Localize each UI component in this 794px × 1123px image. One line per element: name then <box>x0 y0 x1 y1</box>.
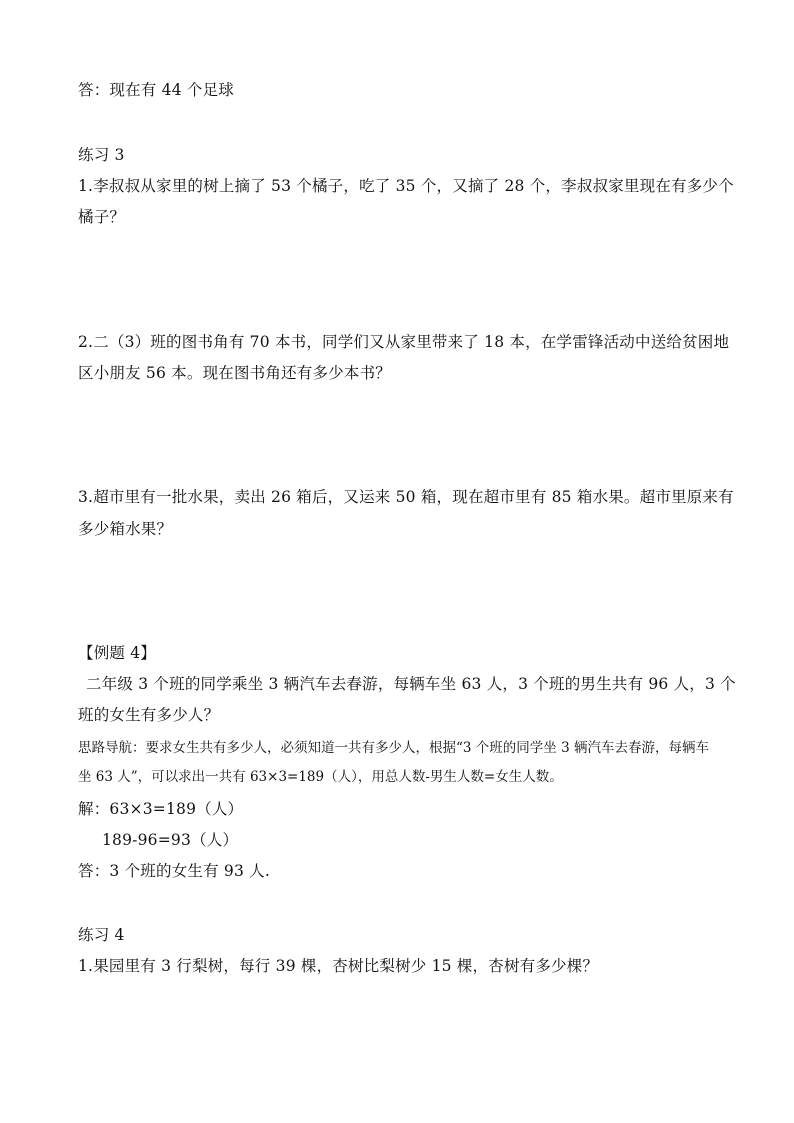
example-4-problem-line-1: 二年级 3 个班的同学乘坐 3 辆汽车去春游，每辆车坐 63 人，3 个班的男生共有 96 人，3 个 <box>86 675 736 693</box>
practice-3-heading: 练习 3 <box>78 146 125 164</box>
practice-4-heading: 练习 4 <box>78 926 125 944</box>
practice-4-question-1: 1.果园里有 3 行梨树，每行 39 棵，杏树比梨树少 15 棵，杏树有多少棵？ <box>78 957 599 975</box>
practice-3-question-3-line-2: 多少箱水果？ <box>78 520 173 538</box>
example-4-solution-line-1: 解：63×3=189（人） <box>78 800 244 818</box>
example-4-hint-line-1: 思路导航：要求女生共有多少人，必须知道一共有多少人，根据“3 个班的同学坐 3 辆汽车去春游，每辆车 <box>78 740 709 756</box>
practice-3-question-2-line-1: 2.二（3）班的图书角有 70 本书，同学们又从家里带来了 18 本，在学雷锋活动中送给贫困地 <box>78 333 730 351</box>
practice-3-question-2-line-2: 区小朋友 56 本。现在图书角还有多少本书？ <box>78 364 391 382</box>
example-4-heading: 【例题 4】 <box>78 644 156 662</box>
example-4-hint-line-2: 坐 63 人”，可以求出一共有 63×3=189（人），用总人数-男生人数=女生人数。 <box>78 769 563 785</box>
practice-3-question-3-line-1: 3.超市里有一批水果，卖出 26 箱后，又运来 50 箱，现在超市里有 85 箱水果。超市里原来有 <box>78 488 734 506</box>
practice-3-question-1-line-1: 1.李叔叔从家里的树上摘了 53 个橘子，吃了 35 个，又摘了 28 个，李叔叔家里现在有多少个 <box>78 177 734 195</box>
example-4-problem-line-2: 班的女生有多少人？ <box>78 706 220 724</box>
example-4-answer: 答：3 个班的女生有 93 人. <box>78 862 270 880</box>
practice-3-question-1-line-2: 橘子？ <box>78 208 126 226</box>
example-4-solution-line-2: 189-96=93（人） <box>102 831 239 849</box>
previous-answer: 答：现在有 44 个足球 <box>78 81 234 99</box>
